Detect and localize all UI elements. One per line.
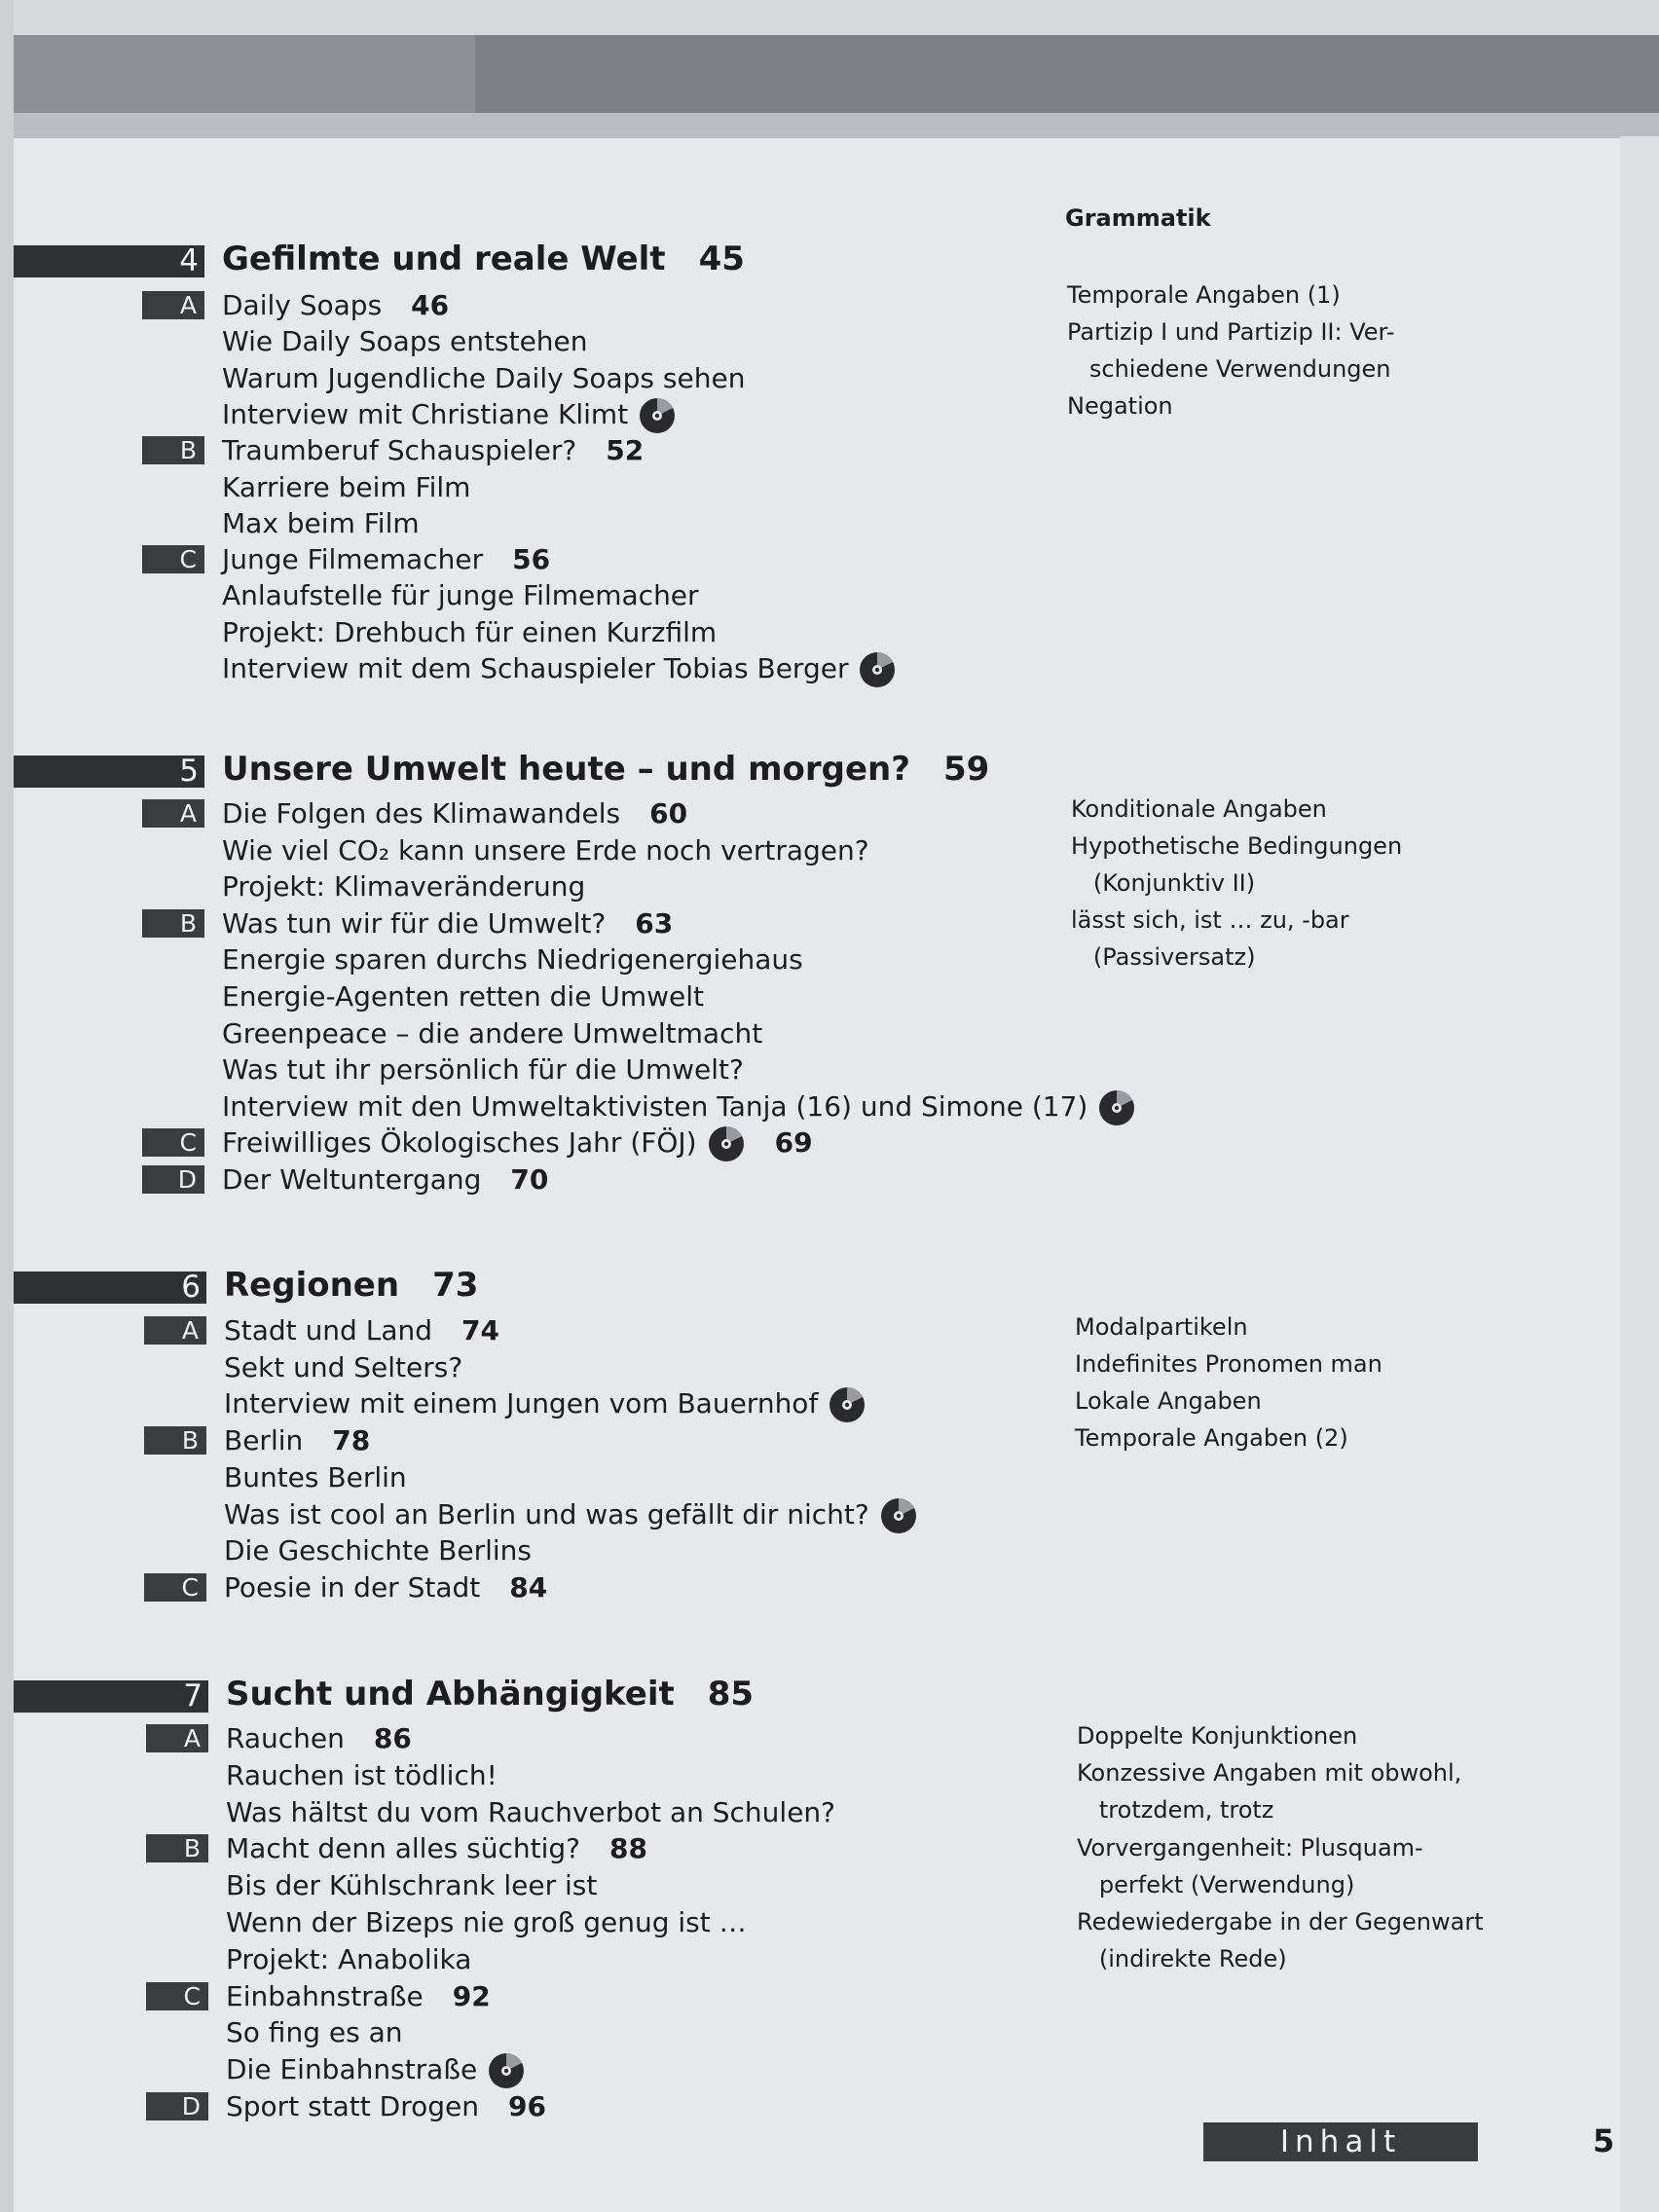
grammar-topic: Negation bbox=[1067, 392, 1173, 420]
page-right-edge bbox=[1620, 136, 1659, 2212]
subsection-entry[interactable] bbox=[222, 396, 677, 435]
subsection-entry[interactable] bbox=[226, 1941, 471, 1977]
section-letter: D bbox=[146, 2092, 208, 2120]
entry-text: Die Folgen des Klimawandels bbox=[222, 797, 621, 830]
footer-section-label: Inhalt bbox=[1203, 2122, 1478, 2161]
section-entry[interactable] bbox=[222, 1124, 813, 1163]
entry-text: Projekt: Anabolika bbox=[226, 1942, 472, 1975]
grammar-topic: perfekt (Verwendung) bbox=[1077, 1870, 1355, 1899]
section-letter: A bbox=[146, 1724, 208, 1752]
entry-text: Wie Daily Soaps entstehen bbox=[222, 325, 588, 358]
section-entry[interactable] bbox=[224, 1422, 370, 1458]
audio-cd-icon bbox=[487, 2051, 526, 2090]
chapter-page-number: 45 bbox=[698, 240, 745, 278]
entry-text: Max beim Film bbox=[222, 506, 420, 539]
section-entry[interactable] bbox=[222, 905, 673, 941]
entry-page-number: 88 bbox=[609, 1832, 647, 1865]
entry-text: Greenpeace – die andere Umweltmacht bbox=[222, 1016, 763, 1050]
grammar-topic: Konzessive Angaben mit obwohl, bbox=[1077, 1759, 1462, 1788]
entry-text: Energie-Agenten retten die Umwelt bbox=[222, 980, 704, 1013]
section-entry[interactable] bbox=[222, 1161, 548, 1198]
section-letter: B bbox=[146, 1834, 208, 1862]
entry-text: Rauchen bbox=[226, 1722, 345, 1754]
header-band-light bbox=[0, 113, 1659, 138]
section-letter: A bbox=[142, 291, 204, 319]
section-entry[interactable] bbox=[226, 1720, 412, 1756]
section-letter: C bbox=[144, 1573, 206, 1602]
entry-text: Poesie in der Stadt bbox=[224, 1570, 481, 1604]
subsection-entry[interactable] bbox=[224, 1532, 532, 1568]
section-entry[interactable] bbox=[224, 1312, 499, 1348]
entry-text: Was ist cool an Berlin und was gefällt dir nicht? bbox=[224, 1497, 869, 1530]
entry-text: Projekt: Drehbuch für einen Kurzfilm bbox=[222, 615, 718, 648]
subsection-entry[interactable] bbox=[224, 1459, 407, 1495]
entry-page-number: 63 bbox=[635, 906, 674, 940]
chapter-title-text: Sucht und Abhängigkeit bbox=[226, 1675, 675, 1714]
chapter-title[interactable] bbox=[222, 240, 745, 278]
grammar-topic: Temporale Angaben (2) bbox=[1075, 1424, 1348, 1452]
section-letter: C bbox=[142, 545, 204, 573]
audio-cd-icon bbox=[858, 650, 897, 689]
subsection-entry[interactable] bbox=[222, 577, 699, 613]
section-letter: B bbox=[142, 436, 204, 464]
section-letter: C bbox=[146, 1982, 208, 2010]
subsection-entry[interactable] bbox=[222, 505, 420, 541]
grammar-topic: Indefinites Pronomen man bbox=[1075, 1350, 1382, 1378]
section-entry[interactable] bbox=[224, 1569, 547, 1605]
grammar-topic: Vorvergangenheit: Plusquam- bbox=[1077, 1833, 1423, 1862]
entry-text: Junge Filmemacher bbox=[222, 543, 484, 576]
entry-text: Traumberuf Schauspieler? bbox=[222, 434, 577, 467]
audio-cd-icon bbox=[879, 1496, 918, 1535]
entry-text: Warum Jugendliche Daily Soaps sehen bbox=[222, 361, 746, 394]
entry-page-number: 92 bbox=[452, 1979, 491, 2012]
grammar-topic: Doppelte Konjunktionen bbox=[1077, 1722, 1358, 1750]
section-entry[interactable] bbox=[222, 432, 644, 468]
entry-page-number: 69 bbox=[774, 1126, 813, 1160]
section-letter: B bbox=[142, 909, 204, 938]
subsection-entry[interactable] bbox=[222, 868, 585, 904]
subsection-entry[interactable] bbox=[222, 1088, 1136, 1127]
section-entry[interactable] bbox=[222, 287, 449, 323]
entry-text: Daily Soaps bbox=[222, 289, 383, 321]
section-entry[interactable] bbox=[226, 1978, 491, 2014]
chapter-title-text: Unsere Umwelt heute – und morgen? bbox=[222, 750, 910, 789]
subsection-entry[interactable] bbox=[222, 614, 717, 650]
grammar-topic: Lokale Angaben bbox=[1075, 1387, 1262, 1415]
audio-cd-icon bbox=[1097, 1088, 1136, 1127]
chapter-title-text: Regionen bbox=[224, 1266, 400, 1305]
page-top-band bbox=[0, 0, 1659, 35]
subsection-entry[interactable] bbox=[224, 1385, 866, 1424]
audio-cd-icon bbox=[707, 1124, 746, 1163]
grammar-topic: (Konjunktiv II) bbox=[1071, 869, 1256, 897]
entry-text: Interview mit den Umweltaktivisten Tanja (16) und Simone (17) bbox=[222, 1089, 1088, 1123]
entry-text: Einbahnstraße bbox=[226, 1979, 424, 2012]
grammar-topic: Konditionale Angaben bbox=[1071, 795, 1327, 823]
entry-text: Berlin bbox=[224, 1424, 304, 1457]
chapter-page-number: 73 bbox=[432, 1266, 479, 1305]
grammar-topic: Modalpartikeln bbox=[1075, 1313, 1248, 1341]
grammar-topic: Temporale Angaben (1) bbox=[1067, 281, 1341, 309]
entry-page-number: 86 bbox=[373, 1722, 412, 1754]
chapter-page-number: 59 bbox=[942, 750, 990, 789]
entry-text: Interview mit einem Jungen vom Bauernhof bbox=[224, 1387, 819, 1420]
grammar-heading: Grammatik bbox=[1065, 204, 1211, 232]
subsection-entry[interactable] bbox=[224, 1349, 462, 1385]
section-entry[interactable] bbox=[226, 1830, 647, 1866]
chapter-title[interactable] bbox=[224, 1266, 478, 1305]
grammar-topic: (Passiversatz) bbox=[1071, 943, 1256, 971]
entry-page-number: 52 bbox=[606, 434, 645, 467]
section-letter: A bbox=[142, 799, 204, 828]
entry-text: Stadt und Land bbox=[224, 1314, 433, 1346]
grammar-topic: (indirekte Rede) bbox=[1077, 1945, 1287, 1973]
entry-text: Interview mit dem Schauspieler Tobias Berger bbox=[222, 652, 849, 684]
section-letter: A bbox=[144, 1316, 206, 1345]
chapter-title[interactable] bbox=[222, 750, 989, 789]
grammar-topic: Redewiedergabe in der Gegenwart bbox=[1077, 1908, 1484, 1936]
entry-page-number: 56 bbox=[512, 543, 551, 576]
grammar-topic: Hypothetische Bedingungen bbox=[1071, 832, 1403, 860]
entry-text: Freiwilliges Ökologisches Jahr (FÖJ) bbox=[222, 1126, 697, 1160]
entry-text: Der Weltuntergang bbox=[222, 1163, 482, 1196]
subsection-entry[interactable] bbox=[222, 650, 897, 689]
grammar-topic: schiedene Verwendungen bbox=[1067, 355, 1391, 383]
subsection-entry[interactable] bbox=[226, 2014, 402, 2050]
entry-text: Karriere beim Film bbox=[222, 470, 471, 503]
entry-text: Projekt: Klimaveränderung bbox=[222, 870, 586, 903]
chapter-number: 6 bbox=[14, 1272, 206, 1304]
chapter-number: 4 bbox=[14, 245, 204, 277]
chapter-number: 7 bbox=[14, 1680, 208, 1713]
subsection-entry[interactable] bbox=[222, 832, 869, 868]
subsection-entry[interactable] bbox=[222, 978, 704, 1014]
subsection-entry[interactable] bbox=[224, 1496, 918, 1535]
entry-page-number: 46 bbox=[411, 289, 450, 321]
entry-text: Die Einbahnstraße bbox=[226, 2053, 478, 2086]
audio-cd-icon bbox=[638, 396, 677, 435]
subsection-entry[interactable] bbox=[222, 469, 470, 505]
entry-page-number: 74 bbox=[461, 1314, 499, 1346]
entry-text: Bis der Kühlschrank leer ist bbox=[226, 1869, 598, 1902]
section-entry[interactable] bbox=[222, 795, 687, 831]
entry-text: Wie viel CO₂ kann unsere Erde noch vertragen? bbox=[222, 833, 869, 866]
entry-page-number: 78 bbox=[332, 1424, 371, 1457]
entry-page-number: 84 bbox=[509, 1570, 548, 1604]
subsection-entry[interactable] bbox=[226, 1867, 597, 1903]
entry-text: Was tut ihr persönlich für die Umwelt? bbox=[222, 1053, 744, 1087]
entry-text: Buntes Berlin bbox=[224, 1460, 407, 1493]
page-left-edge bbox=[0, 0, 14, 2212]
page-number: 5 bbox=[1593, 2122, 1615, 2159]
grammar-topic: Partizip I und Partizip II: Ver- bbox=[1067, 318, 1395, 346]
entry-text: Die Geschichte Berlins bbox=[224, 1534, 532, 1567]
grammar-topic: lässt sich, ist … zu, -bar bbox=[1071, 906, 1349, 934]
audio-cd-icon bbox=[828, 1385, 866, 1424]
entry-text: Anlaufstelle für junge Filmemacher bbox=[222, 579, 699, 612]
entry-text: Rauchen ist tödlich! bbox=[226, 1758, 498, 1791]
entry-text: Macht denn alles süchtig? bbox=[226, 1832, 581, 1865]
section-letter: C bbox=[142, 1128, 204, 1157]
subsection-entry[interactable] bbox=[222, 323, 588, 359]
subsection-entry[interactable] bbox=[222, 1051, 744, 1088]
chapter-title-text: Gefilmte und reale Welt bbox=[222, 240, 666, 278]
chapter-number: 5 bbox=[14, 756, 204, 788]
section-letter: D bbox=[142, 1165, 204, 1194]
entry-text: Sport statt Drogen bbox=[226, 2090, 479, 2122]
entry-page-number: 70 bbox=[510, 1163, 549, 1196]
subsection-entry[interactable] bbox=[226, 1904, 747, 1940]
entry-page-number: 60 bbox=[649, 797, 688, 830]
subsection-entry[interactable] bbox=[226, 2051, 526, 2090]
subsection-entry[interactable] bbox=[222, 1015, 762, 1051]
grammar-topic: trotzdem, trotz bbox=[1077, 1796, 1274, 1825]
subsection-entry[interactable] bbox=[226, 1757, 498, 1793]
entry-page-number: 96 bbox=[507, 2090, 546, 2122]
section-entry[interactable] bbox=[226, 2088, 546, 2124]
header-band-dark bbox=[475, 35, 1659, 113]
section-entry[interactable] bbox=[222, 541, 550, 577]
entry-text: Was hältst du vom Rauchverbot an Schulen? bbox=[226, 1795, 836, 1828]
entry-text: Energie sparen durchs Niedrigenergiehaus bbox=[222, 943, 803, 977]
subsection-entry[interactable] bbox=[222, 941, 803, 977]
subsection-entry[interactable] bbox=[226, 1794, 835, 1830]
chapter-title[interactable] bbox=[226, 1675, 754, 1714]
entry-text: Was tun wir für die Umwelt? bbox=[222, 906, 607, 940]
entry-text: Interview mit Christiane Klimt bbox=[222, 397, 629, 430]
entry-text: Sekt und Selters? bbox=[224, 1350, 463, 1383]
chapter-page-number: 85 bbox=[707, 1675, 755, 1714]
entry-text: So fing es an bbox=[226, 2016, 403, 2049]
section-letter: B bbox=[144, 1426, 206, 1455]
entry-text: Wenn der Bizeps nie groß genug ist … bbox=[226, 1906, 747, 1938]
subsection-entry[interactable] bbox=[222, 360, 745, 396]
